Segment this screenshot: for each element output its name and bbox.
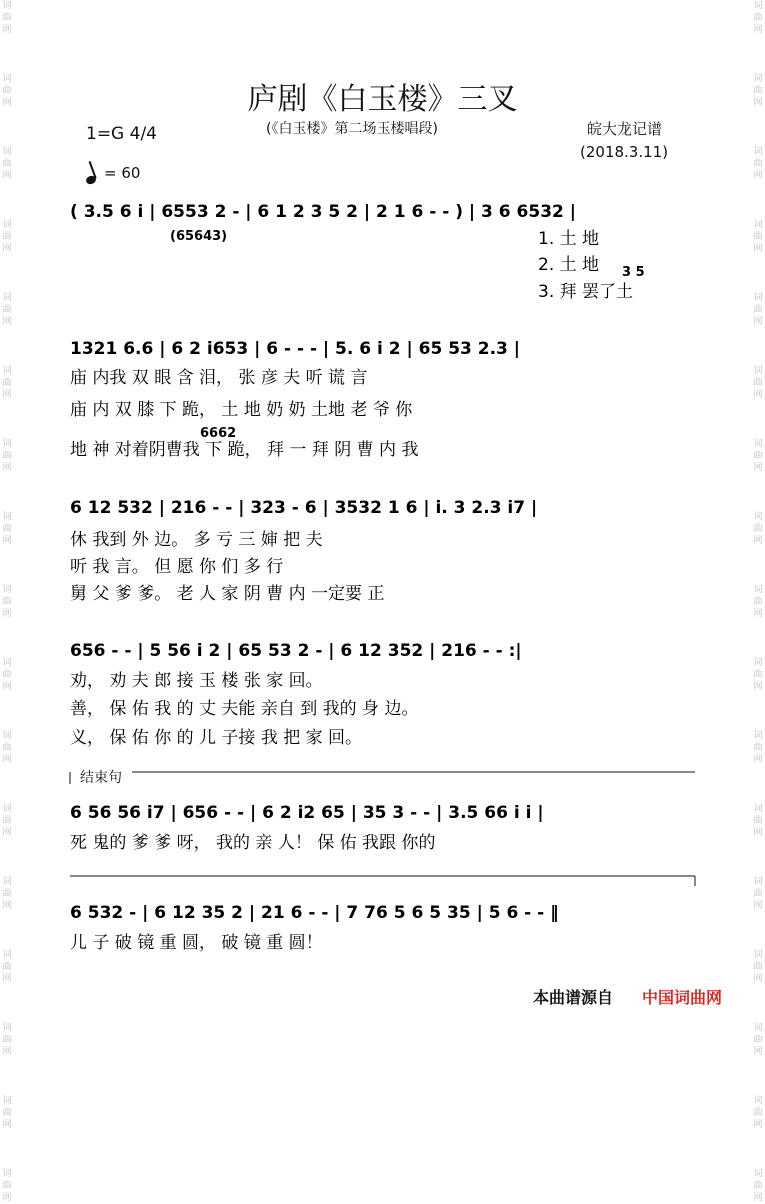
line5-notes: 6 56 56 i7 | 656 - - | 6 2 i2 65 | 35 3 - - | 3.5 66 i i | [70,803,544,823]
line3-verse3: 舅 父 爹 爹。 老 人 家 阴 曹 内 一定要 正 [70,584,385,604]
ending-label: 结束句 [80,770,122,786]
line4-verse3: 义， 保 佑 你 的 儿 子接 我 把 家 回。 [70,728,363,748]
line4-verse1: 劝， 劝 夫 郎 接 玉 楼 张 家 回。 [70,671,323,691]
page-title: 庐剧《白玉楼》三叉 [247,82,518,117]
line5-verse1: 死 鬼的 爹 爹 呀， 我的 亲 人！ 保 佑 我跟 你的 [70,833,436,853]
line1-verse3: 3. 拜 罢了土 [538,282,634,302]
line6-notes: 6 532 - | 6 12 35 2 | 21 6 - - | 7 76 5 6 5 35 | 5 6 - - ‖ [70,903,559,923]
line2-verse3-top: 6662 [200,426,237,441]
line2-verse2: 庙 内 双 膝 下 跪， 土 地 奶 奶 土地 老 爷 你 [70,400,413,420]
line6-verse1: 儿 子 破 镜 重 圆， 破 镜 重 圆！ [70,933,323,953]
line1-verse3-top: 3 5 [622,265,645,280]
line1-aux: (65643) [170,229,228,244]
key-signature: 1=G 4/4 [86,124,157,144]
date: (2018.3.11) [580,143,669,161]
line1-verse2: 2. 土 地 [538,255,600,275]
footer-source: 本曲谱源自 [533,988,614,1007]
line2-verse3: 地 神 对着阴曹我 下 跪， 拜 一 拜 阴 曹 内 我 [70,440,419,460]
subtitle: (《白玉楼》第二场玉楼唱段) [266,121,438,137]
line4-verse2: 善， 保 佑 我 的 丈 夫能 亲自 到 我的 身 边。 [70,699,419,719]
line3-verse2: 听 我 言。 但 愿 你 们 多 行 [70,557,284,577]
line2-notes: 1321 6.6 | 6 2 i653 | 6 - - - | 5. 6 i 2 | 65 53 2.3 | [70,339,521,359]
line1-notes: ( 3.5 6 i | 6553 2 - | 6 1 2 3 5 2 | 2 1 6 - - ) | 3 6 6532 | [70,202,576,222]
footer-site-link[interactable]: 中国词曲网 [642,988,723,1007]
tempo-value: = 60 [104,164,141,182]
watermark-right: 词曲网 词曲网 词曲网 词曲网 词曲网 词曲网 词曲网 词曲网 词曲网 词曲网 词曲网 词曲网 词曲网 词曲网 词曲网 词曲网 词曲网 [753,1,763,1203]
line4-notes: 656 - - | 5 56 i 2 | 65 53 2 - | 6 12 352 | 216 - - :| [70,641,522,661]
line3-verse1: 休 我到 外 边。 多 亏 三 婶 把 夫 [70,530,323,550]
line1-verse1: 1. 土 地 [538,229,600,249]
line2-verse1: 庙 内我 双 眼 含 泪， 张 彦 夫 听 谎 言 [70,368,368,388]
author: 皖大龙记谱 [587,120,663,138]
line3-notes: 6 12 532 | 216 - - | 323 - 6 | 3532 1 6 | i. 3 2.3 i7 | [70,498,538,518]
watermark-left: 词曲网 词曲网 词曲网 词曲网 词曲网 词曲网 词曲网 词曲网 词曲网 词曲网 词曲网 词曲网 词曲网 词曲网 词曲网 词曲网 词曲网 [2,1,12,1203]
